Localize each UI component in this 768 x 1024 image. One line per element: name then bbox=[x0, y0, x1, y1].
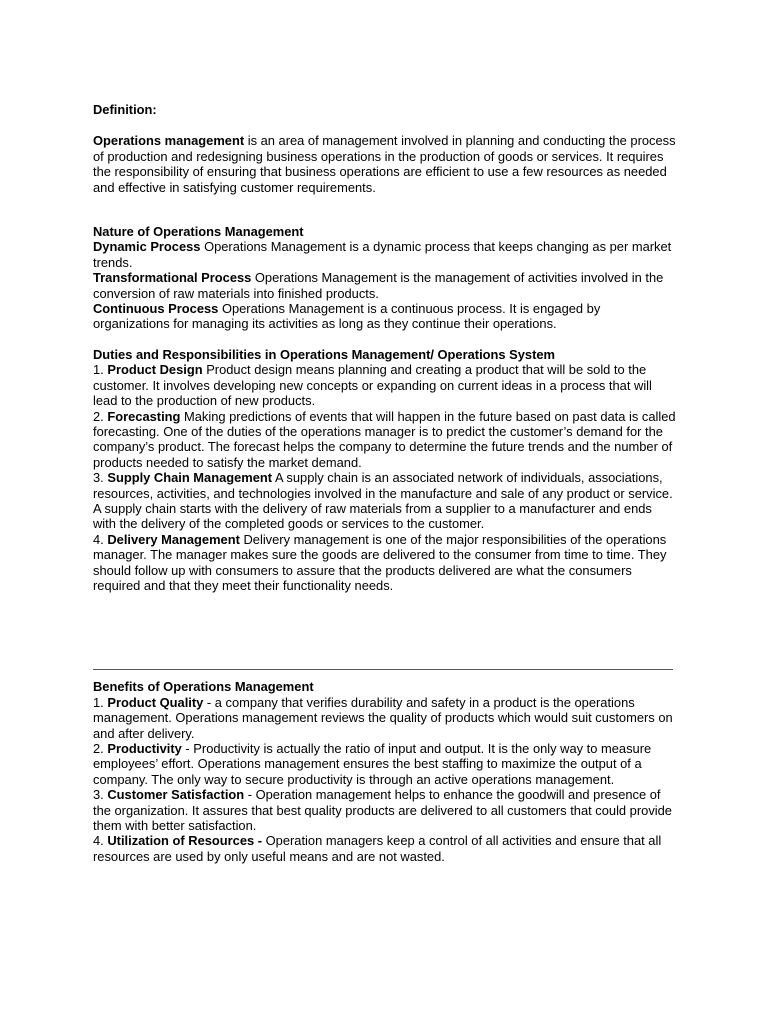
duties-item-text: Delivery management is one of the major responsibilities of the operations manager. The manager makes sure the goods are delivered to the consumer from time to time. They should follow up with consumers to assure that the products delivered are what the consumers required and that they meet their functionality needs. bbox=[93, 531, 667, 593]
benefits-item-term: Productivity bbox=[107, 741, 182, 756]
duties-item: 4. Delivery Management Delivery management is one of the major responsibilities of the operations manager. The manager makes sure the goods are delivered to the consumer from time to time. They should follow up with consumers to assure that the products delivered are what the consumers required and that they meet their functionality needs. bbox=[93, 531, 667, 593]
benefits-item-term: Customer Satisfaction bbox=[107, 787, 245, 803]
benefits-item-text: - Productivity is actually the ratio of input and output. It is the only way to measure employees’ effort. Operations management ensures the best staffing to maximize the output of a company. The only way to secure productivity is through an active operations management. bbox=[93, 741, 652, 787]
duties-heading: Duties and Responsibilities in Operations Management/ Operations System bbox=[93, 346, 556, 362]
benefits-item-text: Operation managers keep a control of all activities and ensure that all resources are used by only useful means and are not wasted. bbox=[93, 833, 662, 864]
definition-heading: Definition: bbox=[93, 102, 157, 117]
benefits-item: 4. Utilization of Resources - Operation managers keep a control of all activities and ensure that all resources are used by only useful means and are not wasted. bbox=[93, 833, 662, 864]
benefits-item-term: Utilization of Resources - bbox=[107, 833, 263, 849]
nature-item bbox=[93, 270, 678, 301]
definition-text: is an area of management involved in planning and conducting the process of production and redesigning business operations in the production of goods or services. It requires the responsibility of ensuring that business operations are efficient to use a few resources as needed and effective in satisfying customer requirements. bbox=[93, 133, 676, 195]
duties-item-text: Making predictions of events that will happen in the future based on past data is called forecasting. One of the duties of the operations manager is to predict the customer’s demand for the company’s product. The forecast helps the company to determine the future trends and the number of products needed to satisfy the market demand. bbox=[93, 408, 676, 470]
nature-heading: Nature of Operations Management bbox=[93, 224, 304, 240]
benefits-heading: Benefits of Operations Management bbox=[93, 679, 314, 695]
section-divider bbox=[93, 669, 673, 670]
duties-item-term: Forecasting bbox=[107, 408, 181, 424]
nature-item-term: Continuous Process bbox=[93, 301, 219, 317]
document-page bbox=[93, 102, 678, 864]
definition-term: Operations management bbox=[93, 133, 245, 149]
definition-paragraph bbox=[93, 133, 678, 195]
duties-item-text: A supply chain is an associated network of individuals, associations, resources, activities, and technologies involved in the manufacture and sale of any product or service. A supply chain starts with the delivery of raw materials from a supplier to a manufacturer and ends with the delivery of the completed goods or services to the customer. bbox=[93, 470, 673, 532]
duties-item-term: Delivery Management bbox=[107, 531, 240, 547]
nature-item-term: Dynamic Process bbox=[93, 239, 201, 255]
benefits-item-term: Product Quality bbox=[107, 694, 204, 710]
duties-item-term: Product Design bbox=[107, 362, 203, 378]
duties-item-term: Supply Chain Management bbox=[107, 470, 273, 486]
benefits-item-text: - a company that verifies durability and safety in a product is the operations management. Operations management reviews the quality of products which would suit customers on and after delivery. bbox=[93, 694, 673, 741]
benefits-item: 1. Product Quality - a company that verifies durability and safety in a product is the operations management. Operations management reviews the quality of products which would suit customers on and after delivery. bbox=[93, 694, 673, 741]
benefits-item: 3. Customer Satisfaction - Operation management helps to enhance the goodwill and presence of the organization. It assures that best quality products are delivered to all customers that could provide them with better satisfaction. bbox=[93, 787, 672, 834]
nature-item-term: Transformational Process bbox=[93, 270, 252, 286]
nature-item-text: Operations Management is a dynamic process that keeps changing as per market trends. bbox=[93, 239, 672, 270]
duties-item-text: Product design means planning and creating a product that will be sold to the customer. It involves developing new concepts or expanding on current ideas in a process that will lead to the production of new products. bbox=[93, 362, 652, 409]
duties-item: 3. Supply Chain Management A supply chain is an associated network of individuals, associations, resources, activities, and technologies involved in the manufacture and sale of any product or service. A supply chain starts with the delivery of raw materials from a supplier to a manufacturer and ends with the delivery of the completed goods or services to the customer. bbox=[93, 470, 673, 532]
nature-item-text: Operations Management is the management of activities involved in the conversion of raw materials into finished products. bbox=[93, 270, 664, 301]
duties-item: 2. Forecasting Making predictions of events that will happen in the future based on past data is called forecasting. One of the duties of the operations manager is to predict the customer’s demand for the company’s product. The forecast helps the company to determine the future trends and the number of products needed to satisfy the market demand. bbox=[93, 408, 676, 470]
nature-item bbox=[93, 239, 678, 270]
duties-item: 1. Product Design Product design means planning and creating a product that will be sold to the customer. It involves developing new concepts or expanding on current ideas in a process that will lead to the production of new products. bbox=[93, 362, 652, 409]
benefits-item: 2. Productivity - Productivity is actually the ratio of input and output. It is the only way to measure employees’ effort. Operations management ensures the best staffing to maximize the output of a company. The only way to secure productivity is through an active operations management. bbox=[93, 741, 652, 787]
nature-item-text: Operations Management is a continuous process. It is engaged by organizations for managing its activities as long as they continue their operations. bbox=[93, 301, 601, 332]
nature-item bbox=[93, 301, 678, 332]
benefits-item-text: - Operation management helps to enhance the goodwill and presence of the organization. It assures that best quality products are delivered to all customers that could provide them with better satisfaction. bbox=[93, 787, 672, 834]
